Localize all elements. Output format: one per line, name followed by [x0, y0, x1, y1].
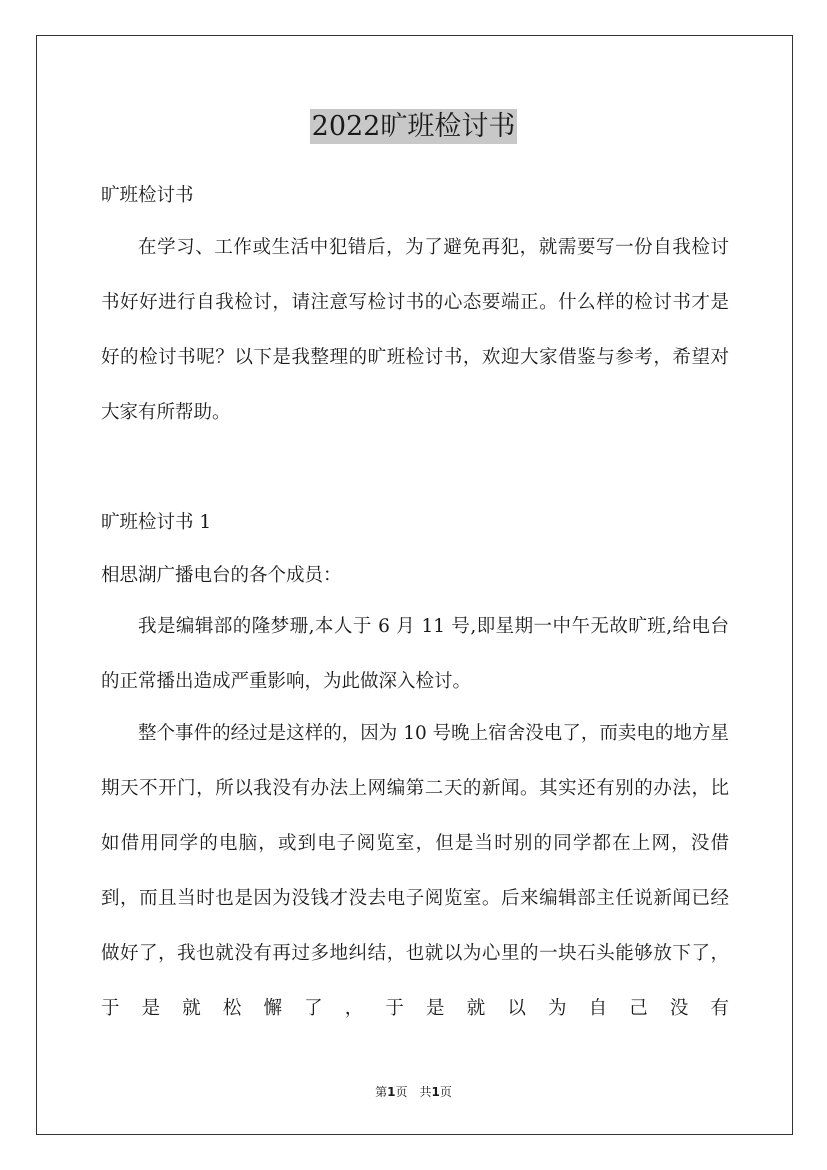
paragraph-2: 整个事件的经过是这样的，因为 10 号晚上宿舍没电了，而卖电的地方星期天不开门，所以我没有办法上网编第二天的新闻。其实还有别的办法，比如借用同学的电脑，或到电子阅览室，但是当时别的同学都在上网，没借到，而且当时也是因为没钱才没去电子阅览室。后来编辑部主任说新闻已经做好了，我也就没有再过多地纠结，也就以为心里的一块石头能够放下了，于是就松懈了，于是就以为自己没有: [101, 723, 729, 1019]
section-title: 旷班检讨书 1: [101, 512, 212, 533]
footer-page-number: 1: [387, 1085, 396, 1099]
footer-total-pages: 1: [431, 1085, 440, 1099]
document-title-block: [0, 104, 827, 143]
document-subtitle: 旷班检讨书: [101, 185, 194, 206]
salutation: 相思湖广播电台的各个成员：: [101, 565, 342, 586]
footer-page-prefix: 第: [375, 1085, 388, 1099]
footer-page-mid: 页 共: [395, 1085, 432, 1099]
footer-page-suffix: 页: [439, 1085, 452, 1099]
intro-paragraph: 在学习、工作或生活中犯错后，为了避免再犯，就需要写一份自我检讨书好好进行自我检讨，请注意写检讨书的心态要端正。什么样的检讨书才是好的检讨书呢？以下是我整理的旷班检讨书，欢迎大家借鉴与参考，希望对大家有所帮助。: [101, 237, 729, 423]
document-title: 2022旷班检讨书: [311, 111, 516, 142]
page-footer: [0, 1083, 827, 1100]
paragraph-1: 我是编辑部的隆梦珊,本人于 6 月 11 号,即星期一中午无故旷班,给电台的正常播出造成严重影响，为此做深入检讨。: [101, 616, 729, 692]
